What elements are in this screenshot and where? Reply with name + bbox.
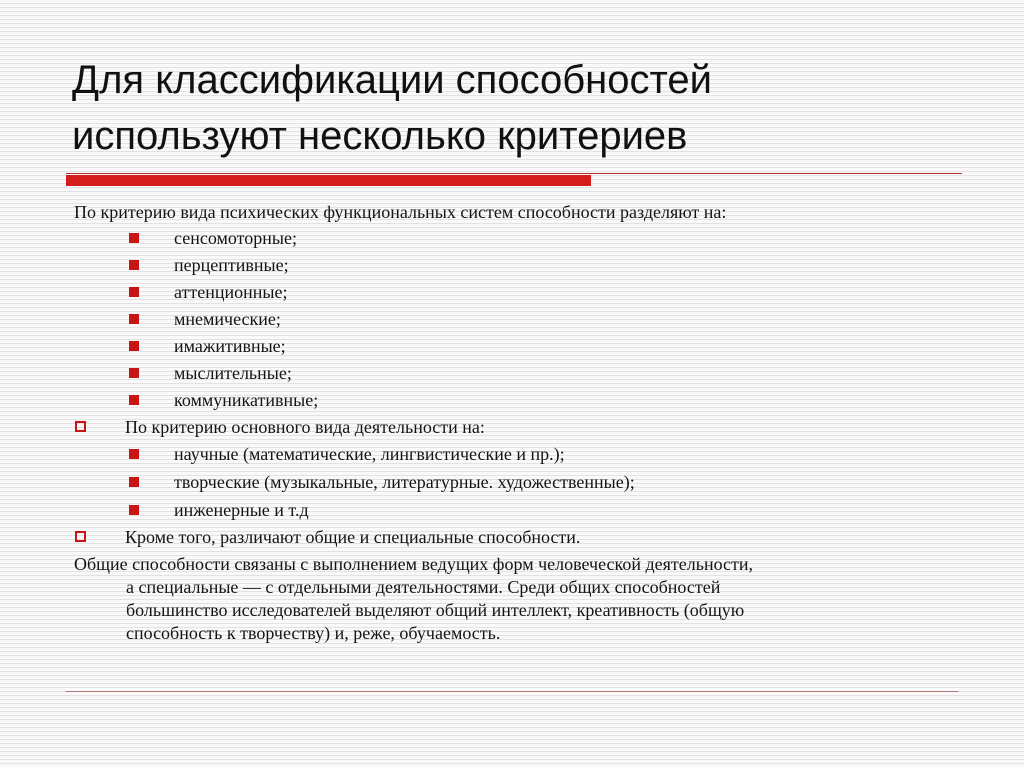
criterion1-item: перцептивные; [174,255,289,275]
paragraph-line: большинство исследователей выделяют общий интеллект, креативность (общую [126,600,745,620]
red-square-bullet-icon [129,341,139,351]
paragraph-line: Общие способности связаны с выполнением ведущих форм человеческой деятельности, [74,554,754,574]
red-square-bullet-icon [129,314,139,324]
red-square-bullet-icon [129,260,139,270]
red-square-bullet-icon [129,449,139,459]
footer-divider [66,691,958,692]
general-abilities-paragraph [74,553,954,645]
criterion2-item: инженерные и т.д [174,500,309,520]
red-square-bullet-icon [129,395,139,405]
criterion1-item: сенсомоторные; [174,228,297,248]
note-line: Кроме того, различают общие и специальные способности. [125,527,581,547]
red-square-bullet-icon [129,287,139,297]
paragraph-line: а специальные — с отдельными деятельностями. Среди общих способностей [126,577,721,597]
criterion1-item: мыслительные; [174,363,292,383]
red-outline-square-bullet-icon [75,421,86,432]
criterion2-item: творческие (музыкальные, литературные. художественные); [174,472,635,492]
criterion2-intro: По критерию основного вида деятельности на: [125,417,485,437]
criterion1-intro: По критерию вида психических функциональных систем способности разделяют на: [74,202,727,222]
red-square-bullet-icon [129,233,139,243]
criterion2-item: научные (математические, лингвистические и пр.); [174,444,565,464]
criterion1-item: коммуникативные; [174,390,319,410]
slide-title-line1: Для классификации способностей [72,58,712,102]
paragraph-line: способность к творчеству) и, реже, обучаемость. [126,623,501,643]
criterion1-item: мнемические; [174,309,281,329]
red-square-bullet-icon [129,505,139,515]
red-square-bullet-icon [129,477,139,487]
red-outline-square-bullet-icon [75,531,86,542]
criterion1-item: имажитивные; [174,336,286,356]
red-square-bullet-icon [129,368,139,378]
slide-title-line2: используют несколько критериев [72,114,688,158]
criterion1-item: аттенционные; [174,282,288,302]
